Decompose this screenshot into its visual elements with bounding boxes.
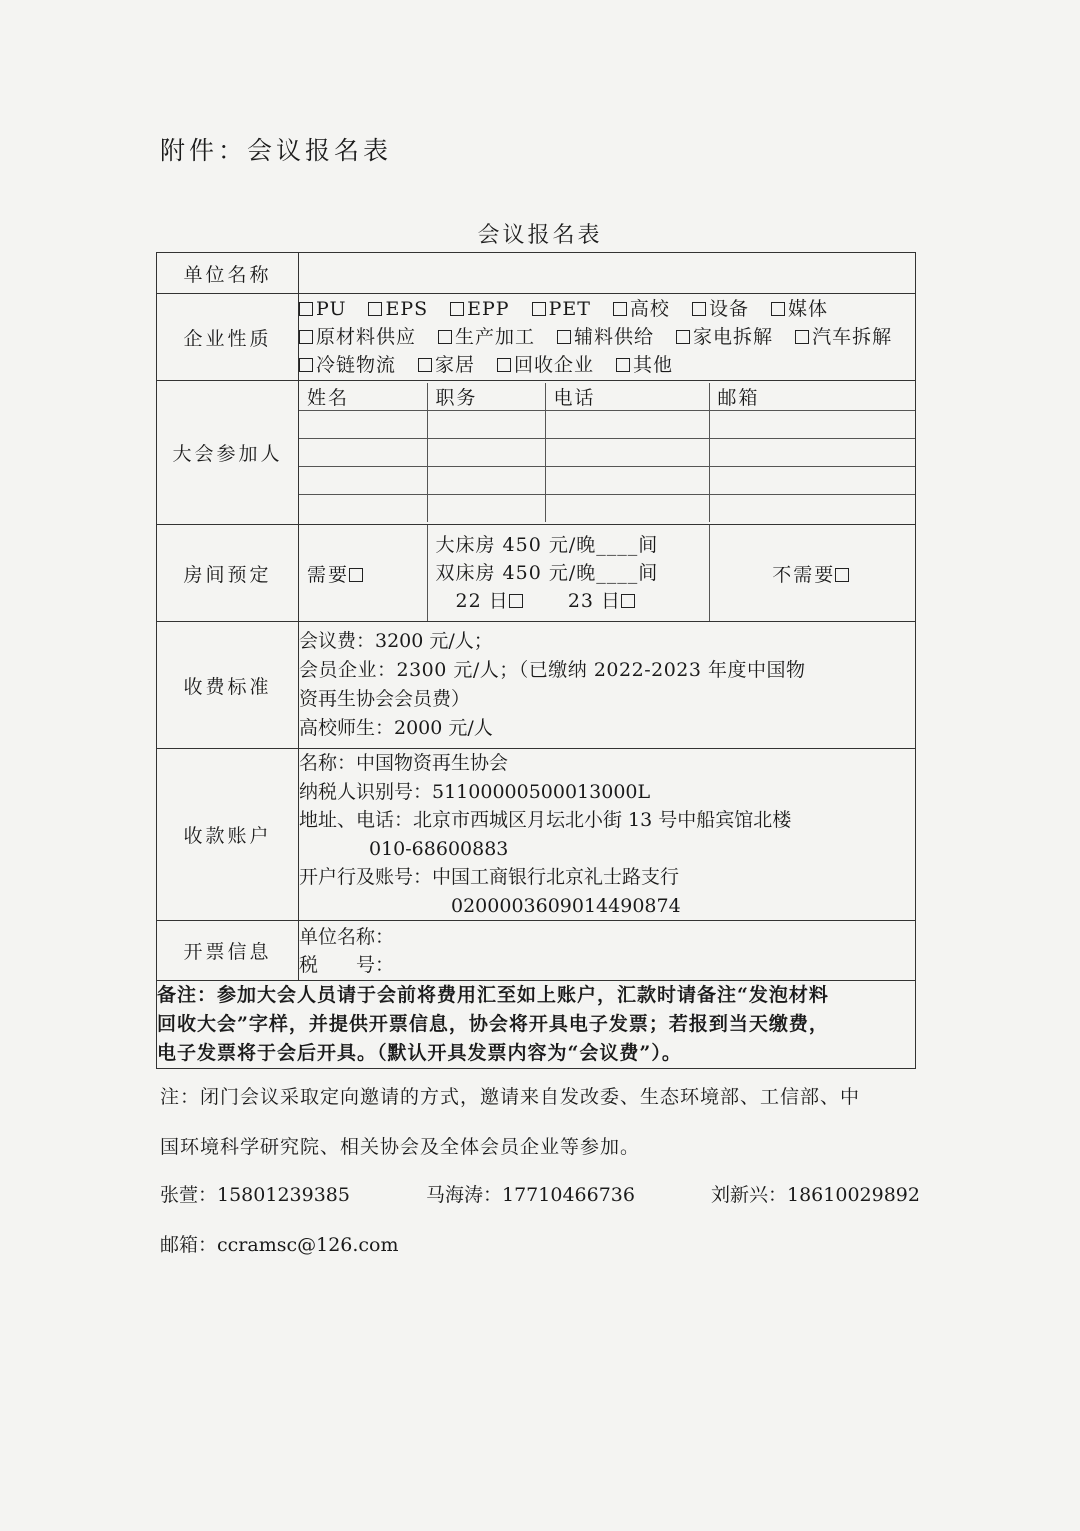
participant-row [299, 495, 915, 523]
participant-title-input[interactable] [427, 495, 545, 523]
nature-option[interactable]: 汽车拆解 [795, 326, 892, 348]
participants-header-row [299, 383, 915, 411]
room-cell [299, 525, 916, 622]
participants-table [299, 383, 915, 522]
participant-name-input[interactable] [299, 411, 427, 439]
room-big-bed[interactable]: 大床房 450 元/晚____间 [435, 534, 659, 556]
checkbox[interactable] [438, 330, 452, 344]
participant-title-input[interactable] [427, 439, 545, 467]
row-invoice [157, 921, 916, 981]
nature-option[interactable]: 冷链物流 [299, 354, 396, 376]
attachment-title: 附件：会议报名表 [160, 136, 393, 165]
checkbox[interactable] [497, 358, 511, 372]
checkbox[interactable] [795, 330, 809, 344]
participant-phone-input[interactable] [545, 495, 709, 523]
room-no-need-text: 不需要 [772, 563, 836, 586]
form-title: 会议报名表 [477, 223, 603, 248]
day23-option[interactable]: 23 日 [568, 590, 638, 612]
participant-name-input[interactable] [299, 467, 427, 495]
checkbox[interactable] [509, 594, 523, 608]
participant-email-input[interactable] [709, 439, 915, 467]
checkbox[interactable] [450, 302, 464, 316]
checkbox[interactable] [299, 330, 313, 344]
checkbox[interactable] [621, 594, 635, 608]
account-details [299, 749, 916, 921]
participant-row [299, 411, 915, 439]
invoice-details [299, 921, 916, 981]
participant-name-input[interactable] [299, 495, 427, 523]
checkbox[interactable] [557, 330, 571, 344]
row-remark [157, 981, 916, 1069]
remark-line: 电子发票将于会后开具。（默认开具发票内容为“会议费”）。 [157, 1042, 682, 1064]
remark-cell [157, 981, 916, 1069]
account-number: 0200003609014490874 [451, 894, 681, 917]
header-name: 姓名 [299, 383, 427, 411]
invoice-unit-field[interactable]: 单位名称： [299, 925, 395, 948]
room-types [427, 525, 709, 621]
participant-email-input[interactable] [709, 411, 915, 439]
account-name: 名称：中国物资再生协会 [299, 752, 509, 774]
participant-row [299, 439, 915, 467]
remark-line: 备注：参加大会人员请于会前将费用汇至如上账户，汇款时请备注“发泡材料 [157, 984, 829, 1006]
contacts [160, 1180, 920, 1207]
nature-option[interactable]: PET [532, 298, 591, 320]
participant-title-input[interactable] [427, 411, 545, 439]
account-address: 地址、电话：北京市西城区月坛北小街 13 号中船宾馆北楼 [299, 809, 792, 831]
invoice-label: 开票信息 [157, 921, 299, 981]
room-twin-bed[interactable]: 双床房 450 元/晚____间 [435, 562, 659, 584]
nature-option[interactable]: 其他 [616, 354, 673, 376]
checkbox[interactable] [613, 302, 627, 316]
participant-phone-input[interactable] [545, 411, 709, 439]
checkbox[interactable] [299, 302, 313, 316]
room-need-text: 需要 [307, 563, 350, 586]
nature-option[interactable]: 家电拆解 [676, 326, 773, 348]
nature-option[interactable]: 回收企业 [497, 354, 594, 376]
contact-liu: 刘新兴：18610029892 [711, 1184, 920, 1206]
unit-name-field[interactable] [299, 253, 916, 294]
room-table [299, 525, 915, 621]
fee-line: 会议费：3200 元/人； [299, 630, 493, 652]
participants-label: 大会参加人 [157, 381, 299, 525]
row-room [157, 525, 916, 622]
participant-name-input[interactable] [299, 439, 427, 467]
participant-row [299, 467, 915, 495]
registration-form-table [156, 252, 916, 1069]
note-line-2: 国环境科学研究院、相关协会及全体会员企业等参加。 [160, 1136, 641, 1158]
header-phone: 电话 [545, 383, 709, 411]
checkbox[interactable] [676, 330, 690, 344]
account-tax-id: 纳税人识别号：51100000500013000L [299, 780, 651, 803]
row-participants [157, 381, 916, 525]
account-bank: 开户行及账号：中国工商银行北京礼士路支行 [299, 866, 680, 888]
row-unit-name [157, 253, 916, 294]
nature-options [299, 294, 916, 381]
contact-ma: 马海涛：17710466736 [426, 1184, 635, 1206]
nature-option[interactable]: EPP [450, 298, 509, 320]
account-label: 收款账户 [157, 749, 299, 921]
participant-email-input[interactable] [709, 495, 915, 523]
room-label: 房间预定 [157, 525, 299, 622]
checkbox[interactable] [771, 302, 785, 316]
header-title: 职务 [427, 383, 545, 411]
nature-option[interactable]: 原材料供应 [299, 326, 416, 348]
participant-phone-input[interactable] [545, 439, 709, 467]
nature-option[interactable]: PU [299, 298, 346, 320]
fee-label: 收费标准 [157, 622, 299, 749]
header-email: 邮箱 [709, 383, 915, 411]
nature-option[interactable]: 设备 [692, 298, 749, 320]
checkbox[interactable] [692, 302, 706, 316]
fee-line: 高校师生：2000 元/人 [299, 717, 493, 739]
nature-option[interactable]: 高校 [613, 298, 670, 320]
checkbox[interactable] [299, 358, 313, 372]
participants-cell [299, 381, 916, 525]
nature-option[interactable]: 家居 [418, 354, 475, 376]
fee-line: 会员企业：2300 元/人；（已缴纳 2022-2023 年度中国物 [299, 659, 806, 681]
participant-title-input[interactable] [427, 467, 545, 495]
room-no-need-option[interactable] [709, 525, 915, 621]
invoice-tax-field[interactable]: 税 号： [299, 953, 395, 976]
note-line-1: 注：闭门会议采取定向邀请的方式，邀请来自发改委、生态环境部、工信部、中 [160, 1086, 861, 1108]
participant-email-input[interactable] [709, 467, 915, 495]
checkbox[interactable] [368, 302, 382, 316]
nature-option[interactable]: EPS [368, 298, 428, 320]
unit-name-label: 单位名称 [157, 253, 299, 294]
account-phone: 010-68600883 [369, 837, 509, 860]
nature-option[interactable]: 生产加工 [438, 326, 535, 348]
fee-line: 资再生协会会员费） [299, 688, 471, 710]
nature-option[interactable]: 辅料供给 [557, 326, 654, 348]
day22-option[interactable]: 22 日 [456, 590, 526, 612]
nature-option[interactable]: 媒体 [771, 298, 828, 320]
nature-label: 企业性质 [157, 294, 299, 381]
participant-phone-input[interactable] [545, 467, 709, 495]
contact-email: 邮箱：ccramsc@126.com [160, 1234, 399, 1256]
checkbox[interactable] [418, 358, 432, 372]
remark-line: 回收大会”字样，并提供开票信息，协会将开具电子发票；若报到当天缴费， [157, 1013, 829, 1035]
fee-details [299, 622, 916, 749]
row-nature [157, 294, 916, 381]
contact-zhang: 张萱：15801239385 [160, 1184, 350, 1206]
checkbox[interactable] [616, 358, 630, 372]
checkbox[interactable] [532, 302, 546, 316]
checkbox[interactable] [835, 568, 849, 582]
row-account [157, 749, 916, 921]
room-need-option[interactable] [299, 525, 427, 621]
checkbox[interactable] [349, 568, 363, 582]
row-fee [157, 622, 916, 749]
